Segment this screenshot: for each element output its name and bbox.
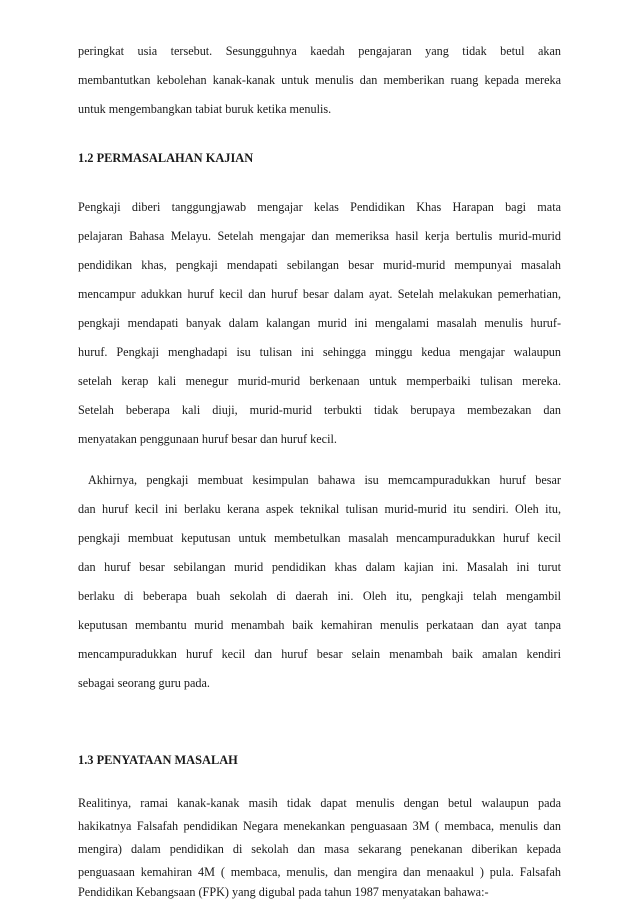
- s13-p1-line-3: mengira) dalam pendidikan di sekolah dan masa sekarang penekanan diberikan kepada: [78, 842, 561, 856]
- s12-p2-line-1: Akhirnya, pengkaji membuat kesimpulan bahawa isu memcampuradukkan huruf besar: [88, 473, 561, 487]
- s12-p2-line-3: pengkaji membuat keputusan untuk membetulkan masalah mencampuradukkan huruf kecil: [78, 531, 561, 545]
- s12-p2-line-6: keputusan membantu murid menambah baik kemahiran menulis perkataan dan ayat tanpa: [78, 618, 561, 632]
- s12-p1-line-8: Setelah beberapa kali diuji, murid-murid terbukti tidak berupaya membezakan dan: [78, 403, 561, 417]
- s13-p1-line-5: Pendidikan Kebangsaan (FPK) yang digubal pada tahun 1987 menyatakan bahawa:-: [78, 885, 489, 899]
- intro-line-2: membantutkan kebolehan kanak-kanak untuk menulis dan memberikan ruang kepada mereka: [78, 73, 561, 87]
- s13-p1-line-2: hakikatnya Falsafah pendidikan Negara menekankan penguasaan 3M ( membaca, menulis dan: [78, 819, 561, 833]
- section-1-3-heading: 1.3 PENYATAAN MASALAH: [78, 753, 238, 767]
- intro-line-1: peringkat usia tersebut. Sesungguhnya kaedah pengajaran yang tidak betul akan: [78, 44, 561, 58]
- s13-p1-line-4: penguasaan kemahiran 4M ( membaca, menulis, dan mengira dan menaakul ) pula. Falsafah: [78, 865, 561, 879]
- s12-p1-line-4: mencampur adukkan huruf kecil dan huruf besar dalam ayat. Setelah melakukan pemerhatian,: [78, 287, 561, 301]
- s12-p2-line-5: berlaku di beberapa buah sekolah di daerah ini. Oleh itu, pengkaji telah mengambil: [78, 589, 561, 603]
- s12-p1-line-3: pendidikan khas, pengkaji mendapati sebilangan besar murid-murid mempunyai masalah: [78, 258, 561, 272]
- s12-p1-line-6: huruf. Pengkaji menghadapi isu tulisan ini sehingga minggu kedua mengajar walaupun: [78, 345, 561, 359]
- s12-p2-line-4: dan huruf besar sebilangan murid pendidikan khas dalam kajian ini. Masalah ini turut: [78, 560, 561, 574]
- s12-p1-line-2: pelajaran Bahasa Melayu. Setelah mengajar dan memeriksa hasil kerja bertulis murid-murid: [78, 229, 561, 243]
- section-1-2-heading: 1.2 PERMASALAHAN KAJIAN: [78, 151, 254, 165]
- s12-p2-line-2: dan huruf kecil ini berlaku kerana aspek teknikal tulisan murid-murid itu sendiri. Oleh itu,: [78, 502, 561, 516]
- s12-p2-line-7: mencampuradukkan huruf kecil dan huruf besar selain menambah baik amalan kendiri: [78, 647, 561, 661]
- s12-p1-line-5: pengkaji mendapati banyak dalam kalangan murid ini mengalami masalah menulis huruf-: [78, 316, 561, 330]
- intro-line-3: untuk mengembangkan tabiat buruk ketika menulis.: [78, 102, 332, 116]
- s12-p1-line-7: setelah kerap kali menegur murid-murid berkenaan untuk memperbaiki tulisan mereka.: [78, 374, 561, 388]
- s12-p2-line-8: sebagai seorang guru pada.: [78, 676, 210, 690]
- s13-p1-line-1: Realitinya, ramai kanak-kanak masih tidak dapat menulis dengan betul walaupun pada: [78, 796, 561, 810]
- s12-p1-line-9: menyatakan penggunaan huruf besar dan huruf kecil.: [78, 432, 337, 446]
- s12-p1-line-1: Pengkaji diberi tanggungjawab mengajar kelas Pendidikan Khas Harapan bagi mata: [78, 200, 561, 214]
